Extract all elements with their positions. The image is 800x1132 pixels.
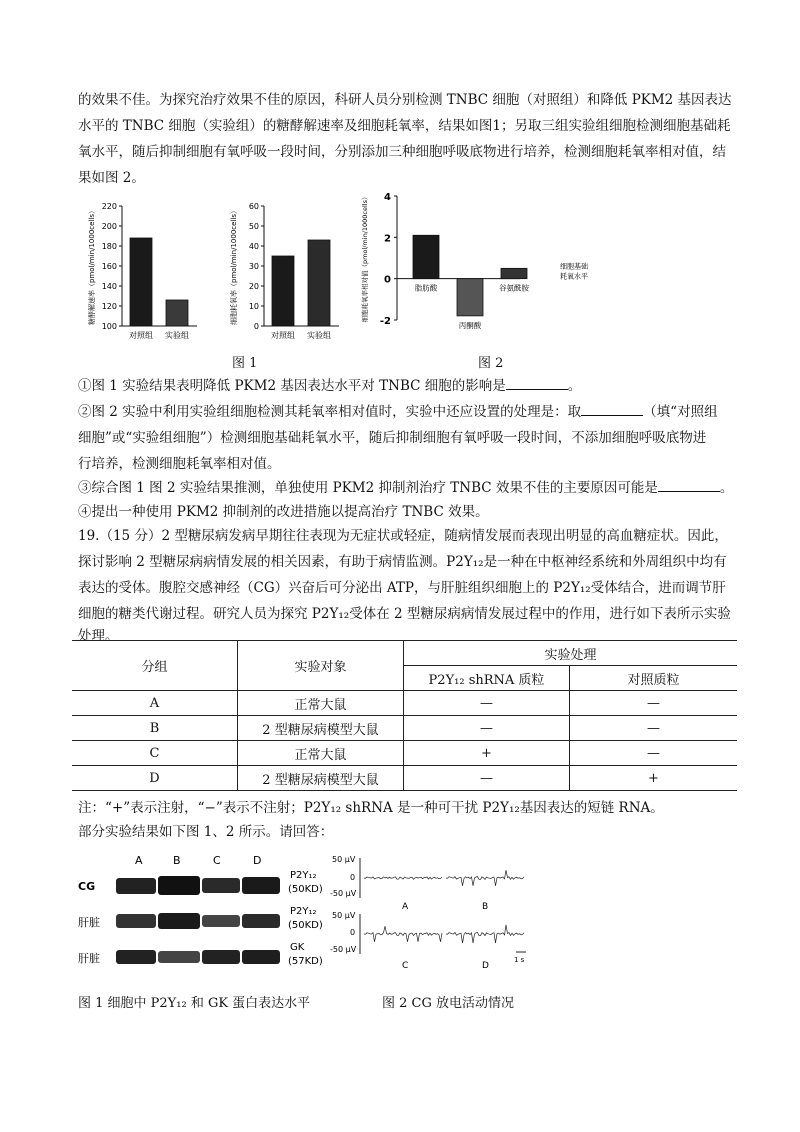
fig1a-chart [78, 198, 208, 348]
trace-path [364, 877, 442, 879]
table-row: B 2 型糖尿病模型大鼠 — — [72, 716, 737, 741]
fig2-legend: 耗氧水平 [560, 272, 588, 281]
svg-text:(50KD): (50KD) [288, 884, 323, 895]
fig1b-tick-label: 0 [253, 322, 259, 331]
blot-band [242, 877, 280, 894]
fig2-tick-label: 4 [384, 192, 391, 203]
fig1b-tick-label: 10 [248, 302, 259, 311]
blot-band [242, 950, 280, 964]
fig1a-tick-label: 120 [101, 302, 117, 311]
trace-path [446, 925, 524, 943]
trace-caption: 图 2 CG 放电活动情况 [382, 996, 514, 1011]
fig1b-tick-label: 40 [248, 242, 259, 251]
q18-2-cont: 细胞”或“实验组细胞”）检测细胞基础耗氧水平，随后抑制细胞有氧呼吸一段时间，不添加细胞呼吸底物进 [78, 430, 707, 446]
svg-text:50 μV: 50 μV [332, 911, 356, 920]
answer-blank-2[interactable] [581, 401, 643, 416]
fig1-caption: 图 1 [232, 356, 258, 371]
fig1b-chart [220, 198, 350, 348]
svg-text:GK: GK [290, 942, 305, 953]
fig1b-bar [272, 256, 294, 326]
blot-band [202, 878, 240, 893]
intro-line-2: 水平的 TNBC 细胞（实验组）的糖酵解速率及细胞耗氧率，结果如图1；另取三组实验组细胞检测细胞基础耗 [78, 118, 731, 134]
fig1b-y-label: 细胞耗氧率（pmol/min/1000cells） [230, 207, 238, 325]
fig2-legend: 细胞基础 [560, 262, 588, 271]
fig1a-tick-label: 100 [101, 322, 117, 331]
svg-text:0: 0 [350, 928, 356, 937]
fig1a-category-label: 实验组 [165, 331, 189, 340]
svg-text:-50 μV: -50 μV [330, 889, 357, 898]
answer-blank-3[interactable] [658, 477, 720, 492]
th-control: 对照质粒 [570, 666, 738, 691]
lane-label: B [173, 854, 181, 867]
tissue-label: 肝脏 [78, 916, 100, 929]
blot-band [158, 951, 200, 963]
blot-band [158, 913, 200, 929]
trace-label: A [402, 902, 409, 912]
svg-text:(50KD): (50KD) [288, 920, 323, 931]
fig1a-tick-label: 140 [101, 282, 117, 291]
svg-text:50 μV: 50 μV [332, 855, 356, 864]
svg-text:(57KD): (57KD) [288, 956, 323, 967]
lane-label: D [253, 854, 262, 867]
q18-1: ①图 1 实验结果表明降低 PKM2 基因表达水平对 TNBC 细胞的影响是 。 [78, 374, 738, 398]
fig1a-tick-label: 180 [101, 242, 117, 251]
fig1b-tick-label: 50 [248, 222, 259, 231]
trace-path [364, 926, 442, 942]
fig2-bar [501, 268, 527, 278]
blot-band [116, 950, 156, 964]
blot-caption: 图 1 细胞中 P2Y₁₂ 和 GK 蛋白表达水平 [78, 996, 311, 1011]
th-treatment: 实验处理 [404, 641, 738, 666]
fig1a-tick-label: 160 [101, 262, 117, 271]
fig2-category-label: 谷氨酰胺 [499, 283, 529, 293]
q19-line-3: 表达的受体。腹腔交感神经（CG）兴奋后可分泌出 ATP，与肝脏组织细胞上的 P2Y₁₂受体结合，进而调节肝 [78, 580, 726, 596]
blot-band [242, 914, 280, 928]
cg-discharge-trace [330, 852, 530, 977]
fig2-tick-label: 2 [384, 233, 391, 245]
trace-path [446, 870, 524, 886]
fig1b-category-label: 对照组 [271, 331, 295, 340]
fig1a-tick-label: 200 [101, 222, 117, 231]
q18-3: ③综合图 1 图 2 实验结果推测，单独使用 PKM2 抑制剂治疗 TNBC 效果不佳的主要原因可能是 。 [78, 476, 738, 500]
fig1b-tick-label: 60 [248, 202, 259, 211]
fig2-caption: 图 2 [478, 356, 504, 371]
fig2-category-label: 脂肪酸 [414, 283, 438, 293]
fig2-tick-label: 0 [384, 274, 391, 286]
experiment-table [72, 640, 737, 791]
fig1b-tick-label: 30 [248, 262, 259, 271]
intro-line-3: 氧水平，随后抑制细胞有氧呼吸一段时间，分别添加三种细胞呼吸底物进行培养，检测细胞耗氧率相对值，结 [78, 144, 726, 160]
fig1b-category-label: 实验组 [307, 331, 331, 340]
results-intro: 部分实验结果如下图 1、2 所示。请回答： [78, 824, 334, 840]
fig2-bar [457, 279, 483, 316]
blot-band [202, 950, 240, 964]
svg-text:P2Y₁₂: P2Y₁₂ [290, 870, 317, 881]
fig2-bar [413, 235, 439, 278]
q18-2-end: 行培养，检测细胞耗氧率相对值。 [78, 456, 281, 472]
table-row: D 2 型糖尿病模型大鼠 — + [72, 766, 737, 791]
fig1a-category-label: 对照组 [129, 331, 153, 340]
fig2-chart [345, 186, 635, 346]
q18-4: ④提出一种使用 PKM2 抑制剂的改进措施以提高治疗 TNBC 效果。 [78, 504, 489, 520]
intro-line-4: 果如图 2。 [78, 170, 145, 186]
table-row: A 正常大鼠 — — [72, 691, 737, 716]
intro-line-1: 的效果不佳。为探究治疗效果不佳的原因，科研人员分别检测 TNBC 细胞（对照组）和降低 PKM2 基因表达 [78, 92, 732, 108]
lane-label: A [135, 854, 143, 867]
th-group: 分组 [72, 641, 238, 691]
blot-band [116, 914, 156, 928]
fig2-category-label: 丙酮酸 [458, 320, 482, 330]
q19-line-5: 处理。 [78, 628, 119, 644]
fig1b-tick-label: 20 [248, 282, 259, 291]
table-note: 注：“+”表示注射，“−”表示不注射；P2Y₁₂ shRNA 是一种可干扰 P2Y₁₂基因表达的短链 RNA。 [78, 800, 664, 816]
svg-text:-50 μV: -50 μV [330, 945, 357, 954]
th-shrna: P2Y₁₂ shRNA 质粒 [404, 666, 570, 691]
fig1a-bar [130, 238, 152, 326]
th-subject: 实验对象 [238, 641, 404, 691]
trace-signal [364, 870, 524, 943]
q19-line-4: 细胞的糖类代谢过程。研究人员为探究 P2Y₁₂受体在 2 型糖尿病病情发展过程中的作用，进行如下表所示实验 [78, 606, 731, 622]
svg-text:0: 0 [350, 873, 356, 882]
western-blot [78, 850, 338, 980]
fig1a-tick-label: 220 [101, 202, 117, 211]
lane-label: C [213, 854, 221, 867]
trace-label: B [482, 902, 489, 912]
blot-band [158, 876, 200, 895]
fig2-tick-label: -2 [379, 316, 391, 327]
scale-bar-label: 1 s [514, 956, 525, 964]
tissue-label: CG [78, 880, 96, 893]
trace-label: C [402, 961, 409, 971]
q19-line-2: 探讨影响 2 型糖尿病病情发展的相关因素，有助于病情监测。P2Y₁₂是一种在中枢神经系统和外周组织中均有 [78, 554, 727, 570]
trace-label: D [482, 961, 489, 971]
answer-blank-1[interactable] [506, 375, 568, 390]
fig1b-bar [308, 240, 330, 326]
blot-band [202, 915, 240, 927]
q19-line-1: 19.（15 分）2 型糖尿病发病早期往往表现为无症状或轻症，随病情发展而表现出明显的高血糖症状。因此， [78, 528, 728, 544]
tissue-label: 肝脏 [78, 952, 100, 965]
blot-band [116, 878, 156, 894]
svg-text:P2Y₁₂: P2Y₁₂ [290, 906, 317, 917]
table-row: C 正常大鼠 + — [72, 741, 737, 766]
fig1a-bar [166, 300, 188, 326]
fig1a-y-label: 糖酵解速率（pmol/min/1000cells） [88, 207, 96, 325]
q18-2: ②图 2 实验中利用实验组细胞检测其耗氧率相对值时，实验中还应设置的处理是：取 （填“对照组 [78, 400, 738, 424]
fig2-y-label: 细胞耗氧率相对值（pmol/min/1000cells） [361, 193, 369, 323]
